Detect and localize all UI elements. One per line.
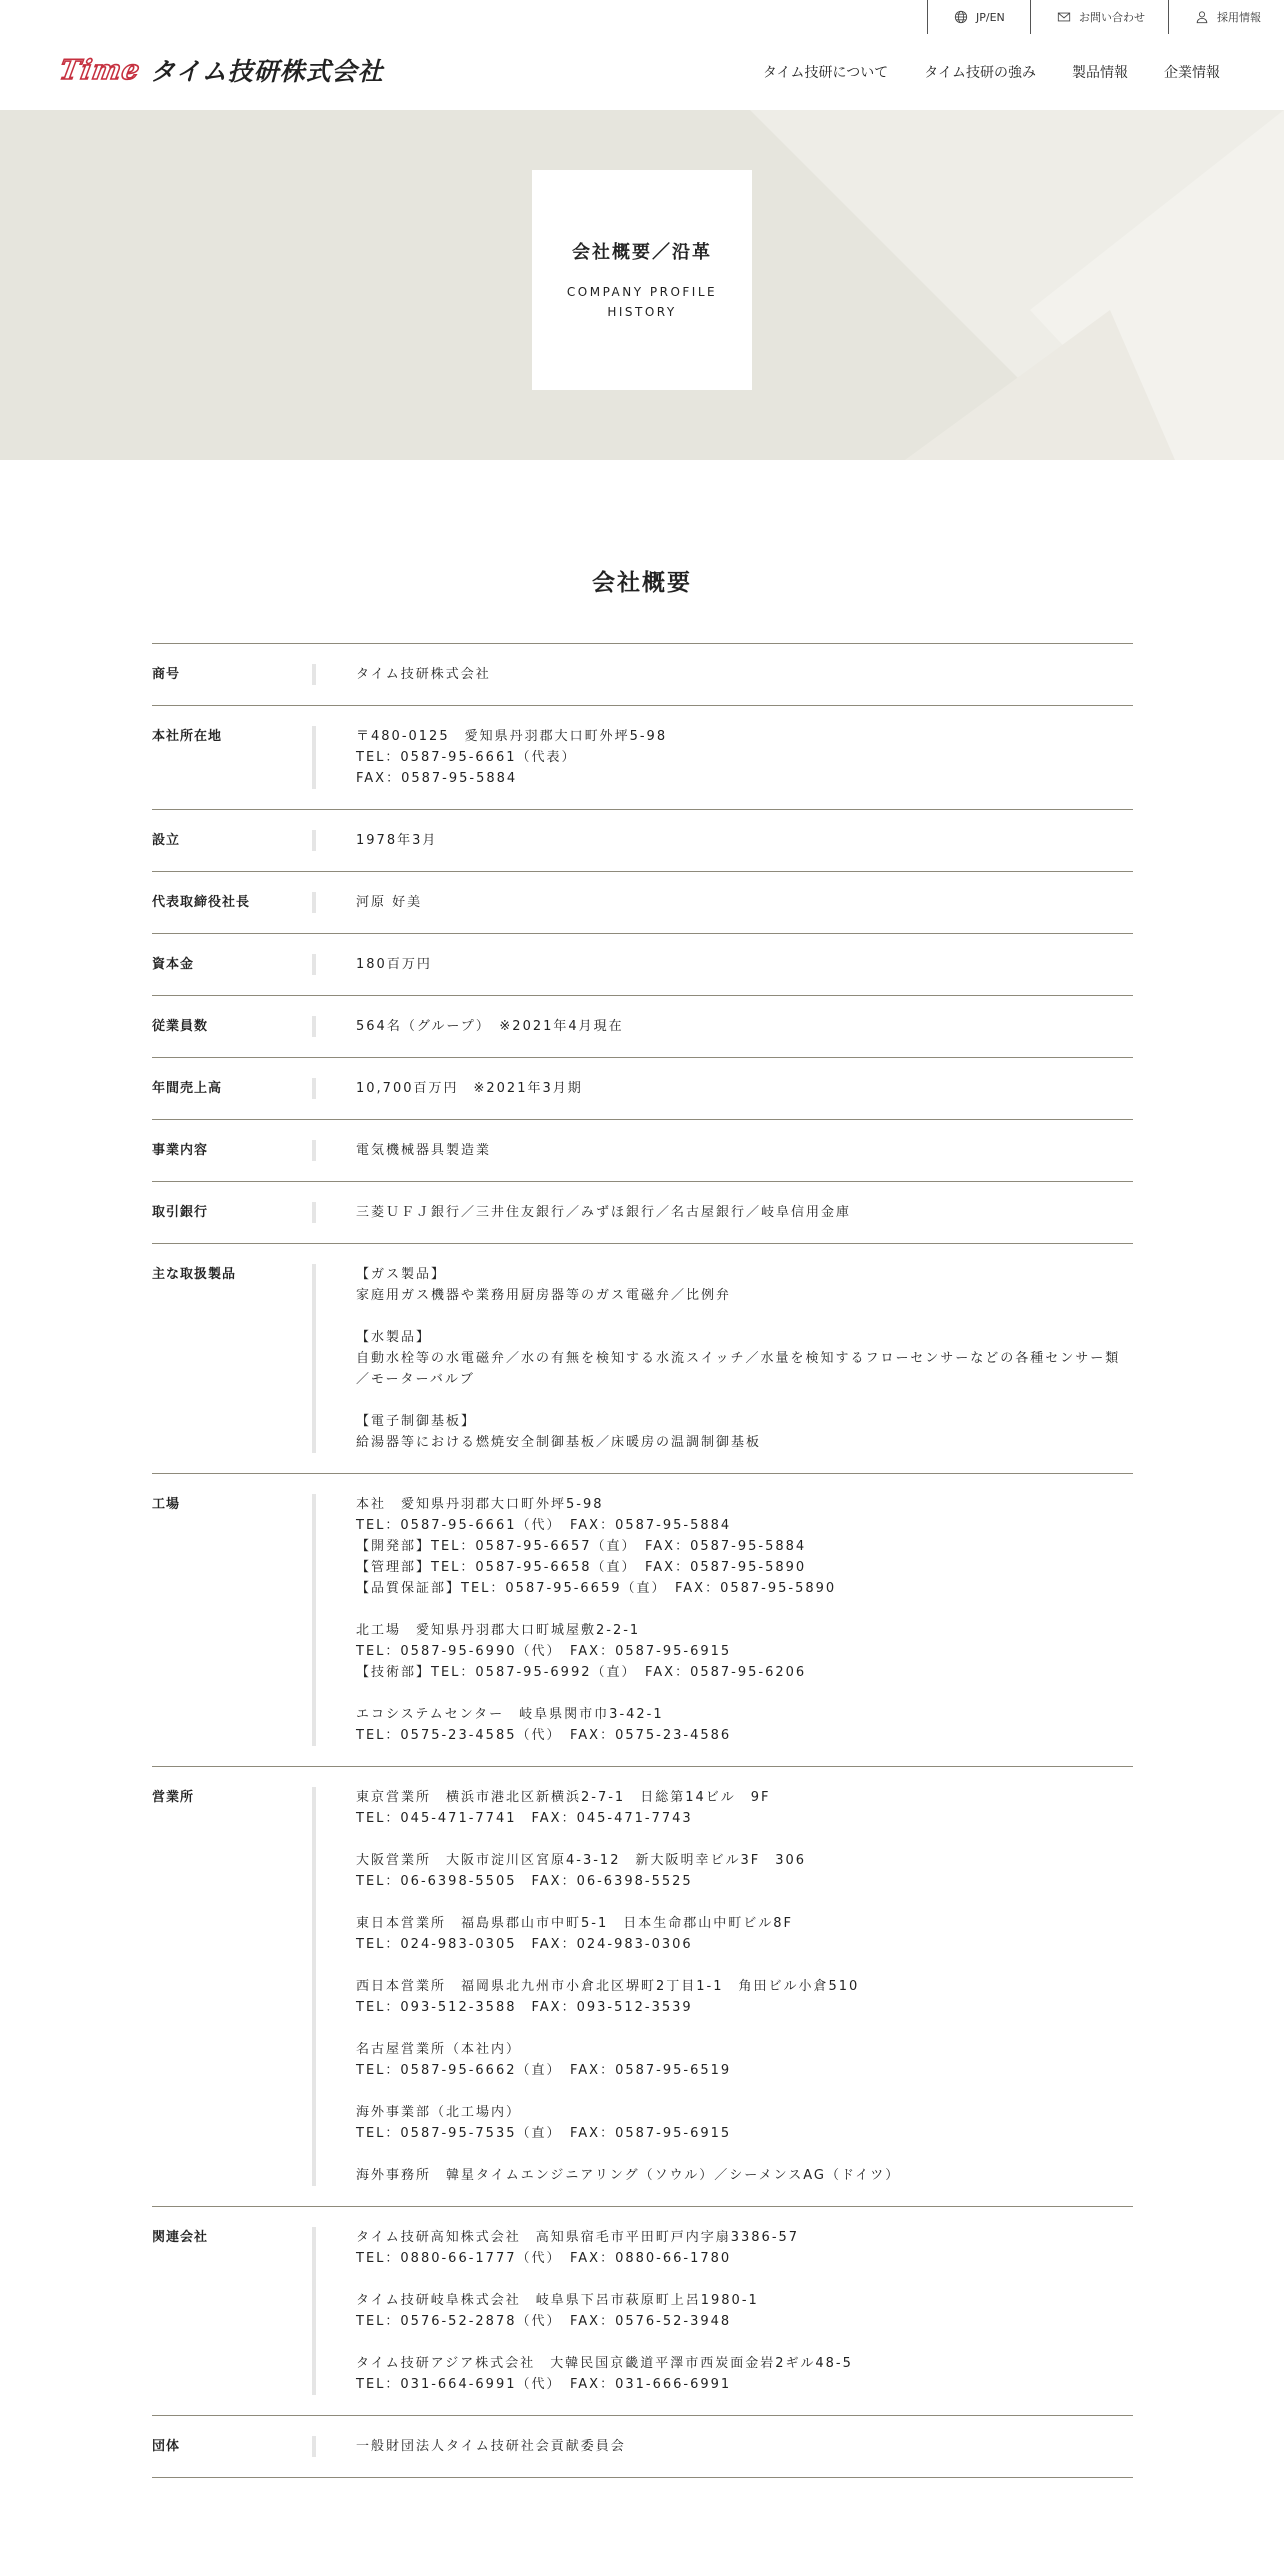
profile-row-value	[356, 1264, 1133, 1453]
profile-value-block: 大阪営業所 大阪市淀川区宮原4-3-12 新大阪明幸ビル3F 306 TEL：06-6398-5505 FAX：06-6398-5525	[356, 1853, 807, 1889]
profile-row-divider	[312, 1494, 316, 1746]
profile-value-block: タイム技研岐阜株式会社 岐阜県下呂市萩原町上呂1980-1 TEL：0576-52-2878（代） FAX：0576-52-3948	[356, 2293, 759, 2329]
main-nav	[763, 62, 1220, 82]
profile-row-divider	[312, 1140, 316, 1161]
nav-item-strengths[interactable]: タイム技研の強み	[924, 65, 1036, 81]
profile-row-value	[356, 954, 1133, 975]
profile-value-block: タイム技研株式会社	[356, 667, 491, 682]
page-hero	[0, 110, 1284, 460]
profile-row-divider	[312, 892, 316, 913]
profile-row	[152, 872, 1133, 934]
profile-value-block: タイム技研アジア株式会社 大韓民国京畿道平澤市西炭面金岩2ギル48-5 TEL：031-664-6991（代） FAX：031-666-6991	[356, 2356, 853, 2392]
site-logo[interactable]	[57, 52, 384, 88]
profile-row	[152, 810, 1133, 872]
company-profile-table	[152, 643, 1133, 2478]
profile-row	[152, 934, 1133, 996]
profile-value-block: 564名（グループ） ※2021年4月現在	[356, 1019, 624, 1034]
profile-value-block: 〒480-0125 愛知県丹羽郡大口町外坪5-98 TEL：0587-95-6661（代表） FAX：0587-95-5884	[356, 729, 668, 786]
profile-row-divider	[312, 2436, 316, 2457]
profile-row-divider	[312, 664, 316, 685]
logo-mark: Time	[57, 54, 143, 86]
profile-row-label: 取引銀行	[152, 1205, 209, 1220]
language-switch-label: JP/EN	[976, 10, 1005, 24]
profile-row-value	[356, 830, 1133, 851]
profile-row	[152, 1474, 1133, 1767]
profile-row-divider	[312, 1078, 316, 1099]
profile-value-block: 【水製品】 自動水栓等の水電磁弁／水の有無を検知する水流スイッチ／水量を検知するフローセンサーなどの各種センサー類／モーターバルブ	[356, 1330, 1121, 1387]
profile-row-value	[356, 1016, 1133, 1037]
person-icon	[1195, 10, 1209, 24]
site-header	[0, 34, 1284, 110]
utility-bar	[0, 0, 1284, 34]
profile-row-label: 事業内容	[152, 1143, 209, 1158]
profile-value-block: 180百万円	[356, 957, 432, 972]
recruit-link-label: 採用情報	[1217, 11, 1261, 24]
profile-row-divider	[312, 954, 316, 975]
profile-row	[152, 1767, 1133, 2207]
profile-row	[152, 1058, 1133, 1120]
profile-row-label: 工場	[152, 1497, 181, 1512]
profile-value-block: 電気機械器具製造業	[356, 1143, 492, 1158]
profile-value-block: 北工場 愛知県丹羽郡大口町城屋敷2-2-1 TEL：0587-95-6990（代） FAX：0587-95-6915 【技術部】TEL：0587-95-6992（直） FAX：0587-95-6206	[356, 1623, 807, 1680]
profile-row-label: 主な取扱製品	[152, 1267, 237, 1282]
profile-row-value	[356, 1202, 1133, 1223]
profile-row	[152, 1182, 1133, 1244]
profile-row-divider	[312, 1202, 316, 1223]
page-title-en-line1: COMPANY PROFILE	[566, 285, 718, 299]
page-title: 会社概要／沿革	[572, 242, 712, 263]
profile-value-block: 【電子制御基板】 給湯器等における燃焼安全制御基板／床暖房の温調制御基板	[356, 1414, 762, 1450]
profile-row-value	[356, 1494, 1133, 1746]
profile-row-label: 本社所在地	[152, 729, 223, 744]
contact-link-label: お問い合わせ	[1079, 11, 1145, 24]
profile-row-label: 資本金	[152, 957, 195, 972]
profile-row-label: 年間売上高	[152, 1081, 223, 1096]
profile-row-divider	[312, 1264, 316, 1453]
profile-row-label: 設立	[152, 833, 181, 848]
mail-icon	[1057, 10, 1071, 24]
profile-value-block: 東日本営業所 福島県郡山市中町5-1 日本生命郡山中町ビル8F TEL：024-983-0305 FAX：024-983-0306	[356, 1916, 793, 1952]
profile-value-block: 海外事務所 韓星タイムエンジニアリング（ソウル）／シーメンスAG（ドイツ）	[356, 2168, 901, 2183]
profile-value-block: 10,700百万円 ※2021年3月期	[356, 1081, 583, 1096]
profile-row-value	[356, 2227, 1133, 2395]
profile-value-block: 西日本営業所 福岡県北九州市小倉北区堺町2丁目1-1 角田ビル小倉510 TEL：093-512-3588 FAX：093-512-3539	[356, 1979, 860, 2015]
profile-row-divider	[312, 1787, 316, 2186]
profile-value-block: タイム技研高知株式会社 高知県宿毛市平田町戸内字扇3386-57 TEL：0880-66-1777（代） FAX：0880-66-1780	[356, 2230, 800, 2266]
profile-row	[152, 1120, 1133, 1182]
profile-value-block: 本社 愛知県丹羽郡大口町外坪5-98 TEL：0587-95-6661（代） FAX：0587-95-5884 【開発部】TEL：0587-95-6657（直） FAX：0587-95-5884 【管理部】TEL：0587-95-6658（直） FAX：0587-95-5890 【品質保証部】TEL：0587-95-6659（直） FAX：0587-95-5890	[356, 1497, 837, 1596]
profile-row-label: 関連会社	[152, 2230, 209, 2245]
profile-value-block: 三菱ＵＦＪ銀行／三井住友銀行／みずほ銀行／名古屋銀行／岐阜信用金庫	[356, 1205, 852, 1220]
profile-row-value	[356, 1078, 1133, 1099]
globe-icon	[954, 10, 968, 24]
contact-link[interactable]	[1030, 0, 1168, 34]
profile-row-label: 商号	[152, 667, 181, 682]
nav-item-company[interactable]: 企業情報	[1164, 65, 1220, 81]
profile-value-block: 1978年3月	[356, 833, 438, 848]
profile-value-block: 東京営業所 横浜市港北区新横浜2-7-1 日総第14ビル 9F TEL：045-471-7741 FAX：045-471-7743	[356, 1790, 771, 1826]
profile-row	[152, 996, 1133, 1058]
profile-row-value	[356, 726, 1133, 789]
profile-value-block: 一般財団法人タイム技研社会貢献委員会	[356, 2439, 626, 2454]
logo-text: タイム技研株式会社	[150, 57, 384, 86]
profile-row-divider	[312, 2227, 316, 2395]
profile-row	[152, 706, 1133, 810]
profile-row-divider	[312, 830, 316, 851]
profile-value-block: 河原 好美	[356, 895, 423, 910]
profile-row	[152, 644, 1133, 706]
profile-row	[152, 1244, 1133, 1474]
nav-item-about[interactable]: タイム技研について	[762, 65, 889, 81]
profile-value-block: 名古屋営業所（本社内） TEL：0587-95-6662（直） FAX：0587-95-6519	[356, 2042, 732, 2078]
profile-row-divider	[312, 1016, 316, 1037]
profile-row-label: 代表取締役社長	[152, 895, 251, 910]
profile-row-value	[356, 2436, 1133, 2457]
profile-row-value	[356, 892, 1133, 913]
profile-row-label: 従業員数	[152, 1019, 209, 1034]
profile-value-block: 海外事業部（北工場内） TEL：0587-95-7535（直） FAX：0587-95-6915	[356, 2105, 732, 2141]
profile-row-value	[356, 664, 1133, 685]
profile-row-value	[356, 1140, 1133, 1161]
profile-row-value	[356, 1787, 1133, 2186]
language-switch[interactable]	[927, 0, 1030, 34]
profile-row	[152, 2416, 1133, 2478]
profile-row-label: 営業所	[152, 1790, 195, 1805]
profile-value-block: エコシステムセンター 岐阜県関市巾3-42-1 TEL：0575-23-4585（代） FAX：0575-23-4586	[356, 1707, 732, 1743]
page-title-en-line2: HISTORY	[607, 305, 677, 319]
profile-value-block: 【ガス製品】 家庭用ガス機器や業務用厨房器等のガス電磁弁／比例弁	[356, 1267, 732, 1303]
nav-item-products[interactable]: 製品情報	[1072, 65, 1128, 81]
hero-title-card	[532, 170, 752, 390]
section-title: 会社概要	[592, 570, 692, 596]
profile-row-label: 団体	[152, 2439, 181, 2454]
recruit-link[interactable]	[1168, 0, 1284, 34]
profile-row	[152, 2207, 1133, 2416]
profile-row-divider	[312, 726, 316, 789]
